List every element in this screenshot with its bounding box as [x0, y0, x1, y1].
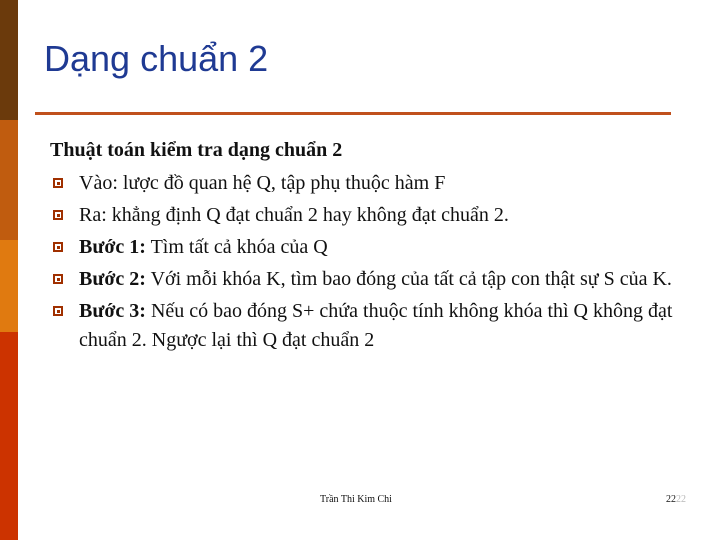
bullet-text: Vào: lược đồ quan hệ Q, tập phụ thuộc hàm F [79, 172, 446, 194]
slide-title: Dạng chuẩn 2 [44, 38, 269, 79]
footer-author: Trần Thi Kim Chi [320, 494, 392, 505]
title-divider [35, 112, 671, 115]
page-number [666, 494, 686, 505]
page-number-ghost: 22 [676, 494, 686, 505]
page-number-value: 22 [666, 494, 676, 505]
square-bullet-icon [53, 306, 63, 316]
bullet-list [50, 169, 680, 355]
side-bar-upper-mid [0, 120, 18, 240]
step-label: Bước 1: [79, 236, 146, 258]
side-bar-top [0, 0, 18, 120]
square-bullet-icon [53, 274, 63, 284]
bullet-text: Với mỗi khóa K, tìm bao đóng của tất cả tập con thật sự S của K. [145, 268, 672, 290]
square-bullet-icon [53, 178, 63, 188]
list-item [50, 265, 680, 294]
side-bar-lower-mid [0, 240, 18, 332]
slide-content [50, 134, 680, 358]
section-heading: Thuật toán kiểm tra dạng chuẩn 2 [50, 139, 343, 161]
bullet-text: Ra: khẳng định Q đạt chuẩn 2 hay không đạt chuẩn 2. [79, 204, 509, 226]
side-bar-bottom [0, 332, 18, 540]
step-label: Bước 2: [79, 268, 146, 290]
bullet-text: Nếu có bao đóng S+ chứa thuộc tính không khóa thì Q không đạt chuẩn 2. Ngược lại thì Q đạt chuẩn 2 [79, 300, 673, 351]
step-label: Bước 3: [79, 300, 146, 322]
list-item [50, 297, 680, 355]
list-item [50, 201, 680, 230]
list-item [50, 233, 680, 262]
square-bullet-icon [53, 210, 63, 220]
bullet-text: Tìm tất cả khóa của Q [145, 236, 328, 258]
list-item [50, 169, 680, 198]
square-bullet-icon [53, 242, 63, 252]
